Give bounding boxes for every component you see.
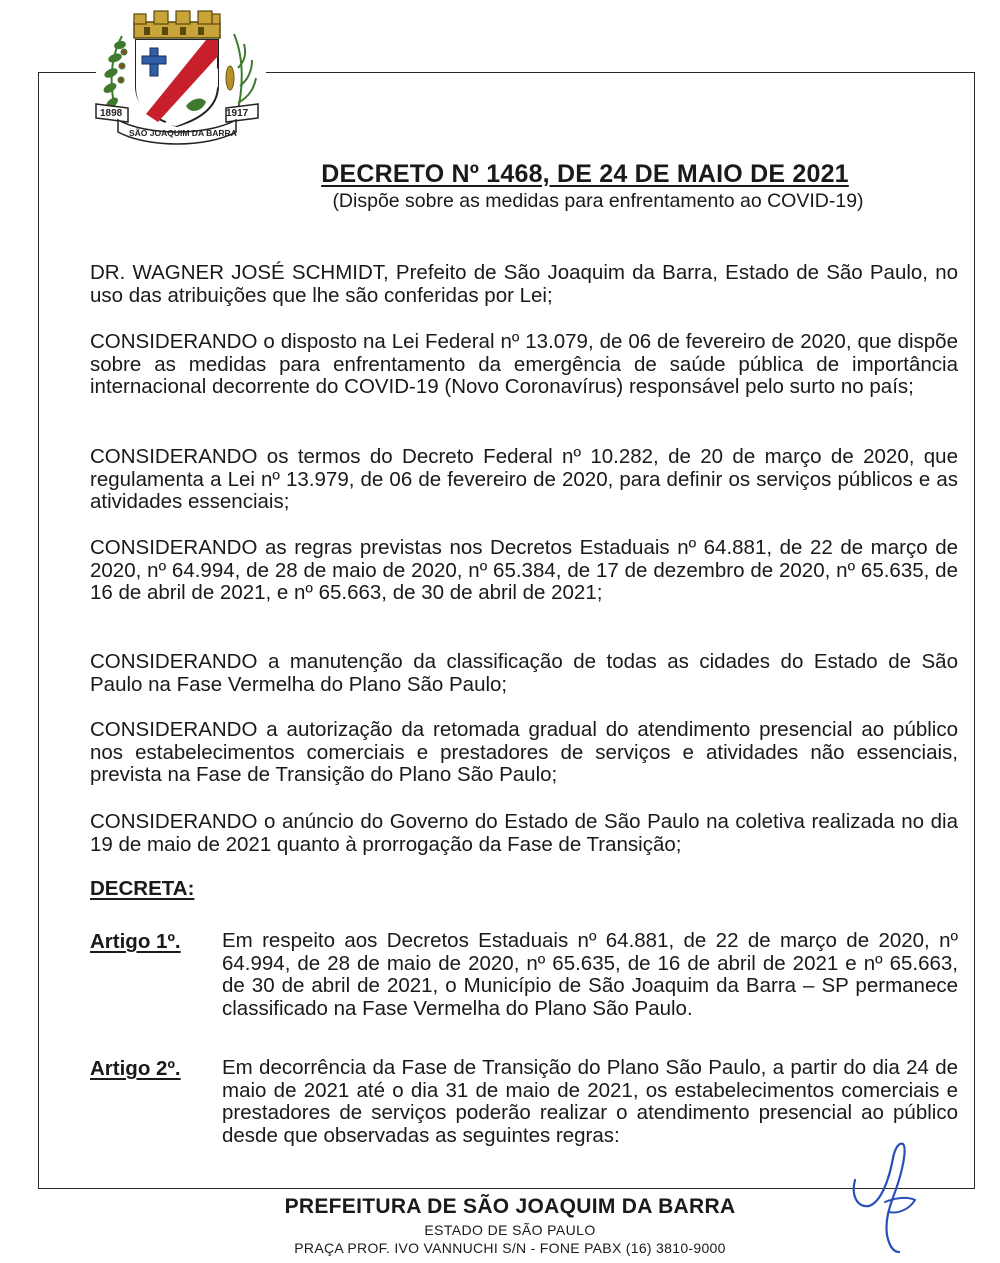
considerando-paragraph: CONSIDERANDO o disposto na Lei Federal nº 13.079, de 06 de fevereiro de 2020, que dispõe sobre as medidas para enfrentamento da emergência de saúde pública de importância internacional decorrente do COVID-19 (Novo Coronavírus) responsável pelo surto no país; <box>90 330 958 398</box>
article-label: Artigo 1º. <box>90 930 181 953</box>
considerando-paragraph: CONSIDERANDO a manutenção da classificação de todas as cidades do Estado de São Paulo na Fase Vermelha do Plano São Paulo; <box>90 650 958 696</box>
seal-year-left: 1898 <box>100 108 123 119</box>
shield-icon <box>136 40 218 126</box>
seal-banner-text: SÃO JOAQUIM DA BARRA <box>129 128 237 138</box>
decree-subtitle: (Dispõe sobre as medidas para enfrentamento ao COVID-19) <box>332 190 864 212</box>
decree-title: DECRETO Nº 1468, DE 24 DE MAIO DE 2021 <box>321 160 849 188</box>
seal-year-right: 1917 <box>226 108 249 119</box>
considerando-paragraph: CONSIDERANDO a autorização da retomada gradual do atendimento presencial ao público nos estabelecimentos comerciais e prestadores de serviços e atividades não essenciais, prevista na Fase de Transição do Plano São Paulo; <box>90 718 958 786</box>
decreta-heading: DECRETA: <box>90 877 195 900</box>
footer-prefeitura-name: PREFEITURA DE SÃO JOAQUIM DA BARRA <box>284 1195 736 1218</box>
article-text: Em respeito aos Decretos Estaduais nº 64.881, de 22 de março de 2020, nº 64.994, de 28 de maio de 2020, nº 65.635, de 16 de abril de 2021 e nº 65.663, de 30 de abril de 2021, o Município de São Joaquim da Barra – SP permanece classificado na Fase Vermelha do Plano São Paulo. <box>222 929 958 1020</box>
subtitle-block <box>0 190 1000 213</box>
considerando-paragraph: CONSIDERANDO as regras previstas nos Decretos Estaduais nº 64.881, de 22 de março de 2020, nº 64.994, de 28 de maio de 2020, nº 65.384, de 17 de dezembro de 2020, nº 65.635, de 16 de abril de 2021, e nº 65.663, de 30 de abril de 2021; <box>90 536 958 604</box>
footer-address: PRAÇA PROF. IVO VANNUCHI S/N - FONE PABX (16) 3810-9000 <box>294 1240 726 1256</box>
title-block <box>0 160 1000 189</box>
article-text: Em decorrência da Fase de Transição do Plano São Paulo, a partir do dia 24 de maio de 2021 até o dia 31 de maio de 2021, os estabelecimentos comerciais e prestadores de serviços poderão realizar o atendimento presencial ao público desde que observadas as seguintes regras: <box>222 1056 958 1147</box>
document-frame <box>38 72 975 1189</box>
mural-crown-icon <box>134 11 220 38</box>
footer-state: ESTADO DE SÃO PAULO <box>424 1222 596 1238</box>
considerando-paragraph: CONSIDERANDO os termos do Decreto Federal nº 10.282, de 20 de março de 2020, que regulamenta a Lei nº 13.979, de 06 de fevereiro de 2020, para definir os serviços públicos e as atividades essenciais; <box>90 445 958 513</box>
considerando-paragraph: CONSIDERANDO o anúncio do Governo do Estado de São Paulo na coletiva realizada no dia 19 de maio de 2021 quanto à prorrogação da Fase de Transição; <box>90 810 958 856</box>
article-label: Artigo 2º. <box>90 1057 181 1080</box>
preamble-paragraph: DR. WAGNER JOSÉ SCHMIDT, Prefeito de São Joaquim da Barra, Estado de São Paulo, no uso das atribuições que lhe são conferidas por Lei; <box>90 261 958 307</box>
coat-of-arms-seal <box>88 8 266 146</box>
